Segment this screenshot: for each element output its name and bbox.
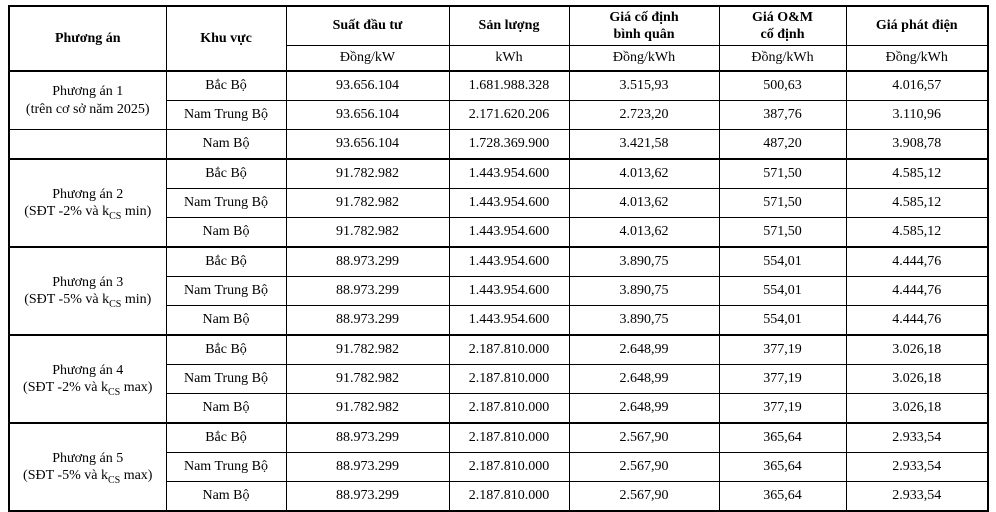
value-cell: 91.782.982 [286,335,449,365]
group-phuong-an-1 [9,71,988,159]
value-cell: 3.026,18 [846,335,988,365]
plan-desc-post: min) [121,292,152,307]
plan-desc [12,467,164,485]
value-cell: 2.187.810.000 [449,482,569,512]
plan-desc-sub: CS [107,386,121,398]
group-phuong-an-3 [9,247,988,335]
value-cell: 88.973.299 [286,306,449,336]
value-cell: 1.443.954.600 [449,218,569,248]
plan-label-cell [9,423,166,511]
value-cell: 2.648,99 [569,394,719,424]
value-cell: 571,50 [719,189,846,218]
region-cell: Nam Trung Bộ [166,101,286,130]
col-header-text: Suất đầu tư [332,18,403,34]
value-cell: 2.187.810.000 [449,394,569,424]
plan-desc [12,203,164,221]
value-cell: 554,01 [719,277,846,306]
value-cell: 1.443.954.600 [449,247,569,277]
col-header-khu-vuc [166,6,286,71]
group-phuong-an-5 [9,423,988,511]
value-cell: 3.515,93 [569,71,719,101]
value-cell: 3.908,78 [846,130,988,160]
plan-desc-post: min) [121,204,152,219]
plan-desc-post: max) [120,468,153,483]
value-cell: 1.443.954.600 [449,159,569,189]
plan-name: Phương án 3 [52,274,124,290]
value-cell: 88.973.299 [286,277,449,306]
plan-label-cell [9,247,166,335]
col-header-san-luong [449,6,569,46]
value-cell: 3.026,18 [846,365,988,394]
table-row [9,159,988,189]
value-cell: 4.444,76 [846,306,988,336]
value-cell: 3.110,96 [846,101,988,130]
value-cell: 4.444,76 [846,247,988,277]
table-row [9,71,988,101]
table-row [9,130,988,160]
col-header-text: Phương án [54,30,121,46]
value-cell: 2.567,90 [569,453,719,482]
col-header-gia-co-dinh-binh-quan [569,6,719,46]
region-cell: Nam Trung Bộ [166,365,286,394]
value-cell: 2.648,99 [569,335,719,365]
value-cell: 2.187.810.000 [449,423,569,453]
col-header-text: Giá cố định [609,9,679,25]
value-cell: 554,01 [719,306,846,336]
value-cell: 4.585,12 [846,159,988,189]
region-cell: Nam Trung Bộ [166,277,286,306]
region-cell: Nam Trung Bộ [166,189,286,218]
plan-desc-pre: (SĐT -2% và k [24,204,110,219]
value-cell: 93.656.104 [286,130,449,160]
col-header-text: bình quân [613,27,675,42]
plan-desc-pre: (SĐT -5% và k [24,292,110,307]
value-cell: 2.567,90 [569,482,719,512]
value-cell: 2.187.810.000 [449,453,569,482]
value-cell: 2.187.810.000 [449,335,569,365]
plan-name: Phương án 1 [52,84,124,99]
value-cell: 4.013,62 [569,189,719,218]
pricing-options-table [8,5,989,512]
table-row [9,335,988,365]
region-cell: Nam Bộ [166,394,286,424]
plan-desc [12,101,164,119]
plan-name: Phương án 5 [52,450,124,466]
value-cell: 3.890,75 [569,306,719,336]
value-cell: 3.026,18 [846,394,988,424]
region-cell: Bắc Bộ [166,423,286,453]
region-cell: Bắc Bộ [166,247,286,277]
plan-label-cell [9,159,166,247]
value-cell: 3.421,58 [569,130,719,160]
region-cell: Bắc Bộ [166,159,286,189]
value-cell: 88.973.299 [286,247,449,277]
value-cell: 1.443.954.600 [449,306,569,336]
value-cell: 365,64 [719,423,846,453]
value-cell: 2.171.620.206 [449,101,569,130]
value-cell: 91.782.982 [286,218,449,248]
value-cell: 4.016,57 [846,71,988,101]
value-cell: 2.648,99 [569,365,719,394]
region-cell: Nam Bộ [166,218,286,248]
value-cell: 1.443.954.600 [449,189,569,218]
table-header [9,6,988,71]
value-cell: 3.890,75 [569,247,719,277]
value-cell: 91.782.982 [286,189,449,218]
region-cell: Nam Bộ [166,130,286,160]
plan-desc-sub: CS [109,298,122,310]
col-header-text: Sản lượng [478,18,540,34]
group-phuong-an-4 [9,335,988,423]
col-header-text: cố định [760,27,805,42]
plan-desc-sub: CS [109,210,122,222]
value-cell: 487,20 [719,130,846,160]
value-cell: 93.656.104 [286,101,449,130]
value-cell: 500,63 [719,71,846,101]
plan-name: Phương án 4 [52,362,124,378]
value-cell: 88.973.299 [286,423,449,453]
region-cell: Bắc Bộ [166,71,286,101]
plan-desc [12,291,164,309]
plan-label-cell [9,335,166,423]
unit-cell: Đồng/kWh [569,46,719,72]
value-cell: 2.933,54 [846,423,988,453]
plan-desc-post: max) [120,380,153,395]
value-cell: 571,50 [719,159,846,189]
group-phuong-an-2 [9,159,988,247]
plan-desc [12,379,164,397]
plan-desc-sub: CS [107,474,121,486]
plan-desc-pre: (SĐT -5% và k [23,468,108,483]
value-cell: 554,01 [719,247,846,277]
plan-desc-pre: (SĐT -2% và k [23,380,108,395]
unit-cell: Đồng/kW [286,46,449,72]
region-cell: Nam Bộ [166,306,286,336]
value-cell: 88.973.299 [286,453,449,482]
col-header-gia-om-co-dinh [719,6,846,46]
col-header-phuong-an [9,6,166,71]
value-cell: 1.681.988.328 [449,71,569,101]
table-row [9,423,988,453]
value-cell: 1.443.954.600 [449,277,569,306]
value-cell: 91.782.982 [286,365,449,394]
unit-cell: kWh [449,46,569,72]
value-cell: 377,19 [719,335,846,365]
value-cell: 377,19 [719,394,846,424]
unit-cell: Đồng/kWh [719,46,846,72]
region-cell: Bắc Bộ [166,335,286,365]
region-cell: Nam Trung Bộ [166,453,286,482]
value-cell: 91.782.982 [286,394,449,424]
col-header-text: Khu vực [200,30,252,46]
value-cell: 2.933,54 [846,482,988,512]
value-cell: 3.890,75 [569,277,719,306]
value-cell: 4.013,62 [569,159,719,189]
unit-cell: Đồng/kWh [846,46,988,72]
plan-name: Phương án 2 [52,186,124,202]
plan-desc-pre: (trên cơ sở năm 2025) [25,101,150,117]
col-header-text: Giá O&M [751,9,814,25]
value-cell: 2.933,54 [846,453,988,482]
value-cell: 93.656.104 [286,71,449,101]
value-cell: 4.585,12 [846,218,988,248]
value-cell: 4.444,76 [846,277,988,306]
plan-empty-cell [9,130,166,160]
table-row [9,247,988,277]
value-cell: 365,64 [719,453,846,482]
value-cell: 4.585,12 [846,189,988,218]
value-cell: 2.723,20 [569,101,719,130]
value-cell: 88.973.299 [286,482,449,512]
plan-label-cell [9,71,166,130]
value-cell: 2.567,90 [569,423,719,453]
value-cell: 4.013,62 [569,218,719,248]
value-cell: 2.187.810.000 [449,365,569,394]
value-cell: 387,76 [719,101,846,130]
region-cell: Nam Bộ [166,482,286,512]
value-cell: 1.728.369.900 [449,130,569,160]
col-header-suat-dau-tu [286,6,449,46]
value-cell: 571,50 [719,218,846,248]
value-cell: 365,64 [719,482,846,512]
value-cell: 91.782.982 [286,159,449,189]
header-label-row [9,6,988,46]
value-cell: 377,19 [719,365,846,394]
col-header-text: Giá phát điện [875,18,958,34]
col-header-gia-phat-dien [846,6,988,46]
